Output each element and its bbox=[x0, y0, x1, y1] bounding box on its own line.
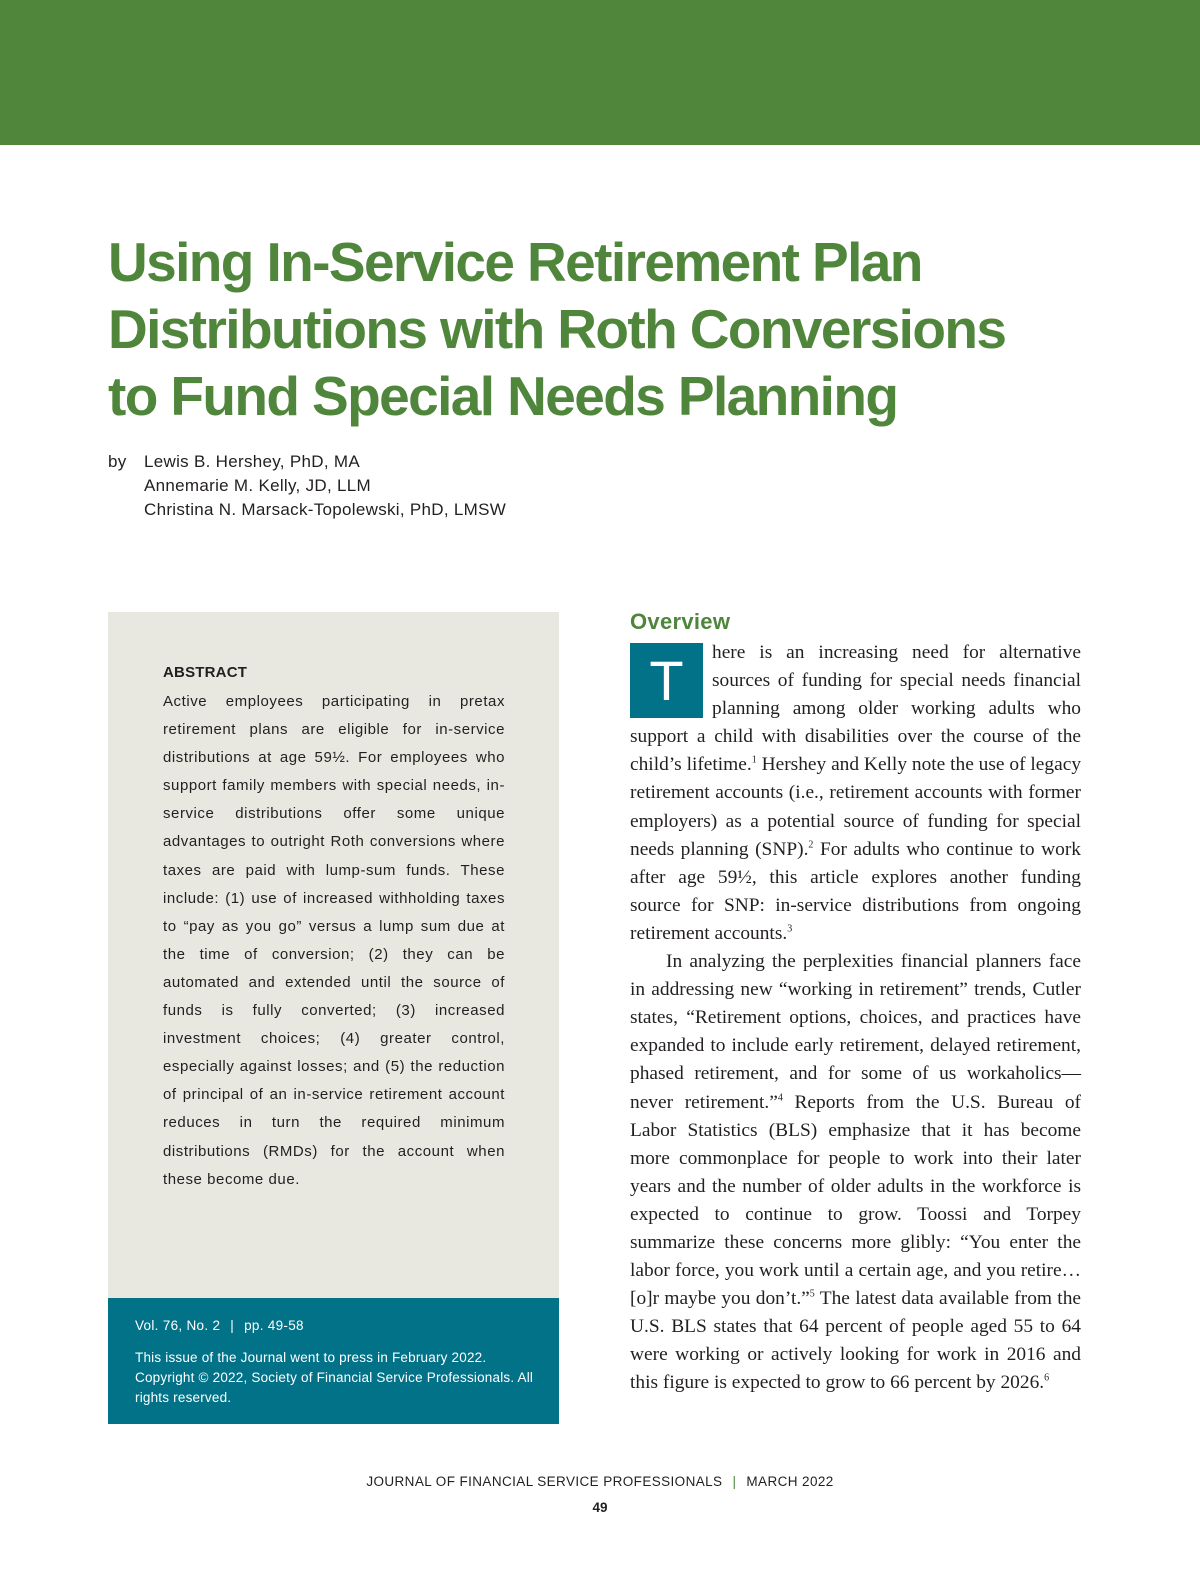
paragraph bbox=[630, 948, 1081, 1398]
paragraph-text: For adults who continue to work after age 59½, this article explores another funding source for SNP: in-service distributions from ongoing retirement accounts. bbox=[630, 838, 1081, 944]
footnote-ref: 4 bbox=[777, 1092, 783, 1104]
footnote-ref: 3 bbox=[787, 923, 793, 935]
paragraph-text: The latest data available from the U.S. BLS states that 64 percent of people aged 55 to 64 were working or actively looking for work in 2016 and this figure is expected to grow to 66 percent by 2026. bbox=[630, 1288, 1081, 1394]
page-range: pp. 49-58 bbox=[244, 1318, 304, 1333]
title-line: Distributions with Roth Conversions bbox=[108, 298, 1006, 360]
volume-number: Vol. 76, No. 2 bbox=[135, 1318, 221, 1333]
header-band bbox=[0, 0, 1200, 145]
byline-prefix: by bbox=[108, 452, 127, 471]
press-note: This issue of the Journal went to press in February 2022. Copyright © 2022, Society of Financial Service Professionals. All rights reserved. bbox=[135, 1350, 534, 1405]
author-list bbox=[144, 450, 506, 522]
paragraph-text: In analyzing the perplexities financial planners face in addressing new “working in retirement” trends, Cutler states, “Retirement options, choices, and practices have expanded to include early retirement, delayed retirement, phased retirement, and for some of us workaholics—never retirement.” bbox=[630, 951, 1081, 1113]
issue-info-box bbox=[108, 1298, 559, 1424]
footnote-ref: 2 bbox=[808, 839, 814, 851]
issue-date: MARCH 2022 bbox=[746, 1474, 834, 1489]
abstract-box bbox=[108, 612, 559, 1298]
section-heading: Overview bbox=[630, 609, 731, 634]
volume-separator: | bbox=[230, 1318, 235, 1333]
footer-separator: | bbox=[732, 1474, 737, 1489]
author-name: Annemarie M. Kelly, JD, LLM bbox=[144, 476, 371, 495]
paragraph-text: here is an increasing need for alternative sources of funding for special needs financial planning among older working adults who support a child with disabilities over the course of the child’s lifetime. bbox=[630, 642, 1081, 776]
author-name: Lewis B. Hershey, PhD, MA bbox=[144, 452, 360, 471]
byline bbox=[108, 450, 506, 522]
abstract-text: Active employees participating in pretax retirement plans are eligible for in-service distributions at age 59½. For employees who support family members with special needs, in-service distributions offer some unique advantages to outright Roth conversions where taxes are paid with lump-sum funds. These include: (1) use of increased withholding taxes to “pay as you go” versus a lump sum due at the time of conversion; (2) they can be automated and extended until the source of funds is fully converted; (3) increased investment choices; (4) greater control, especially against losses; and (5) the reduction of principal of an in-service retirement account reduces in turn the required minimum distributions (RMDs) for the account when these become due. bbox=[163, 693, 505, 1188]
running-footer bbox=[0, 1474, 1200, 1489]
title-line: to Fund Special Needs Planning bbox=[108, 365, 898, 427]
paragraph-text: Reports from the U.S. Bureau of Labor Statistics (BLS) emphasize that it has become more commonplace for people to work into their later years and the number of older adults in the workforce is expected to continue to grow. Toossi and Torpey summarize these concerns more glibly: “You enter the labor force, you work until a certain age, and you retire…[o]r maybe you don’t.” bbox=[630, 1091, 1081, 1310]
article-title bbox=[108, 229, 1168, 430]
author-name: Christina N. Marsack-Topolewski, PhD, LMSW bbox=[144, 500, 507, 519]
article-body bbox=[630, 639, 1081, 1398]
volume-line bbox=[135, 1318, 304, 1333]
footnote-ref: 5 bbox=[809, 1288, 815, 1300]
drop-cap: T bbox=[630, 643, 703, 718]
title-line: Using In-Service Retirement Plan bbox=[108, 231, 922, 293]
footnote-ref: 6 bbox=[1044, 1372, 1050, 1384]
footnote-ref: 1 bbox=[751, 754, 757, 766]
paragraph bbox=[630, 639, 1081, 948]
journal-name: JOURNAL OF FINANCIAL SERVICE PROFESSIONALS bbox=[366, 1474, 723, 1489]
abstract-heading: ABSTRACT bbox=[163, 664, 248, 681]
page-number: 49 bbox=[592, 1500, 608, 1515]
paragraph-text: Hershey and Kelly note the use of legacy retirement accounts (i.e., retirement accounts with former employers) as a potential source of funding for special needs planning (SNP). bbox=[630, 754, 1082, 860]
